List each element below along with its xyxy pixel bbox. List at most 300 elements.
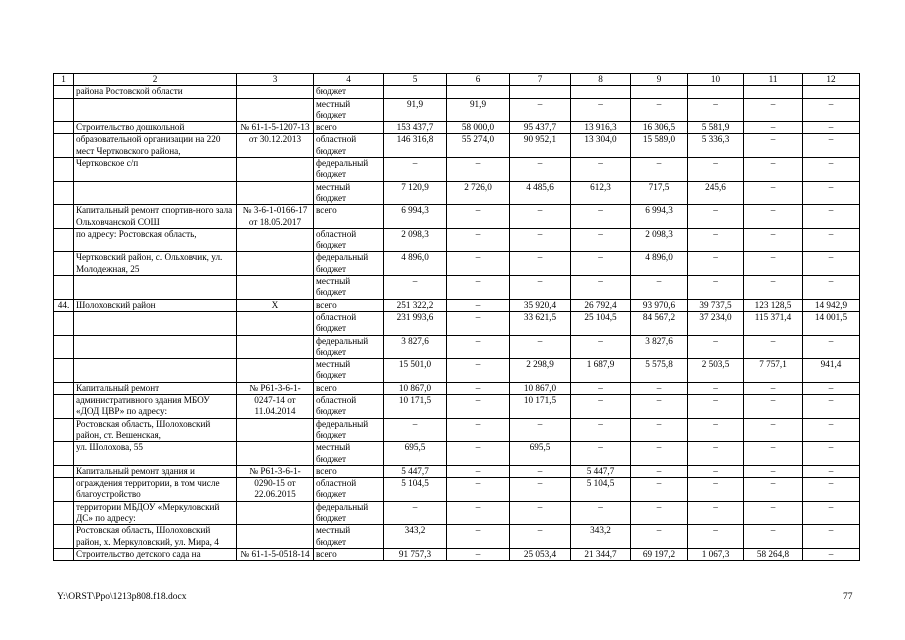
object-name bbox=[74, 311, 237, 335]
column-number: 10 bbox=[688, 74, 744, 86]
budget-type: областной бюджет bbox=[314, 228, 384, 252]
value-cell: – bbox=[384, 501, 447, 525]
value-cell: 7 757,1 bbox=[744, 359, 803, 383]
value-cell: – bbox=[688, 98, 744, 122]
row-number bbox=[54, 311, 74, 335]
value-cell: 10 171,5 bbox=[384, 395, 447, 419]
value-cell: – bbox=[571, 276, 631, 300]
column-number: 6 bbox=[447, 74, 510, 86]
value-cell: 26 792,4 bbox=[571, 299, 631, 311]
value-cell: 35 920,4 bbox=[510, 299, 571, 311]
row-number bbox=[54, 442, 74, 466]
table-row bbox=[54, 158, 860, 182]
value-cell: – bbox=[571, 98, 631, 122]
document-number: № 3-6-1-0166-17 от 18.05.2017 bbox=[237, 205, 314, 229]
value-cell: – bbox=[447, 158, 510, 182]
value-cell: 115 371,4 bbox=[744, 311, 803, 335]
value-cell: – bbox=[510, 98, 571, 122]
value-cell: 91 757,3 bbox=[384, 548, 447, 560]
value-cell: 5 575,8 bbox=[631, 359, 688, 383]
value-cell: – bbox=[384, 276, 447, 300]
value-cell: – bbox=[803, 442, 860, 466]
value-cell: – bbox=[631, 158, 688, 182]
value-cell: – bbox=[688, 276, 744, 300]
value-cell: – bbox=[447, 335, 510, 359]
value-cell: – bbox=[803, 548, 860, 560]
value-cell: 84 567,2 bbox=[631, 311, 688, 335]
budget-type: федеральный бюджет bbox=[314, 158, 384, 182]
value-cell: 2 726,0 bbox=[447, 181, 510, 205]
value-cell bbox=[688, 86, 744, 98]
value-cell: – bbox=[631, 525, 688, 549]
document-number bbox=[237, 276, 314, 300]
value-cell: – bbox=[384, 158, 447, 182]
object-name bbox=[74, 98, 237, 122]
value-cell: – bbox=[803, 252, 860, 276]
table-row bbox=[54, 299, 860, 311]
value-cell: 21 344,7 bbox=[571, 548, 631, 560]
value-cell: – bbox=[688, 228, 744, 252]
value-cell: – bbox=[744, 478, 803, 502]
document-number bbox=[237, 501, 314, 525]
column-number: 7 bbox=[510, 74, 571, 86]
row-number bbox=[54, 122, 74, 134]
value-cell: – bbox=[510, 478, 571, 502]
value-cell: 5 104,5 bbox=[571, 478, 631, 502]
value-cell: 343,2 bbox=[384, 525, 447, 549]
value-cell: – bbox=[631, 382, 688, 394]
value-cell: 251 322,2 bbox=[384, 299, 447, 311]
value-cell: – bbox=[688, 158, 744, 182]
column-number: 3 bbox=[237, 74, 314, 86]
value-cell: – bbox=[571, 228, 631, 252]
value-cell: 58 000,0 bbox=[447, 122, 510, 134]
value-cell: – bbox=[447, 359, 510, 383]
table-row bbox=[54, 276, 860, 300]
value-cell: – bbox=[571, 205, 631, 229]
value-cell: – bbox=[744, 228, 803, 252]
value-cell: – bbox=[688, 525, 744, 549]
value-cell: 695,5 bbox=[384, 442, 447, 466]
document-number bbox=[237, 311, 314, 335]
budget-type: местный бюджет bbox=[314, 359, 384, 383]
value-cell: – bbox=[384, 418, 447, 442]
document-number: № 61-1-5-0518-14 bbox=[237, 548, 314, 560]
value-cell: 25 104,5 bbox=[571, 311, 631, 335]
value-cell: 245,6 bbox=[688, 181, 744, 205]
value-cell: – bbox=[510, 252, 571, 276]
table-row bbox=[54, 205, 860, 229]
budget-type: бюджет bbox=[314, 86, 384, 98]
footer-file-path: Y:\ORST\Ppo\1213p808.f18.docx bbox=[57, 592, 187, 602]
value-cell: – bbox=[688, 442, 744, 466]
table-row bbox=[54, 134, 860, 158]
object-name bbox=[74, 276, 237, 300]
value-cell: 146 316,8 bbox=[384, 134, 447, 158]
document-number: № Р61-3-6-1- bbox=[237, 465, 314, 477]
value-cell: – bbox=[631, 395, 688, 419]
value-cell: – bbox=[510, 525, 571, 549]
object-name: ограждения территории, в том числе благоустройство bbox=[74, 478, 237, 502]
value-cell: 5 447,7 bbox=[571, 465, 631, 477]
value-cell: – bbox=[688, 335, 744, 359]
object-name: образовательной организации на 220 мест Чертковского района, bbox=[74, 134, 237, 158]
column-number: 5 bbox=[384, 74, 447, 86]
object-name: Капитальный ремонт спортив-ного зала Ольховчанской СОШ bbox=[74, 205, 237, 229]
table-row bbox=[54, 465, 860, 477]
value-cell: 13 304,0 bbox=[571, 134, 631, 158]
value-cell: – bbox=[803, 205, 860, 229]
document-number bbox=[237, 228, 314, 252]
value-cell: – bbox=[688, 478, 744, 502]
value-cell: – bbox=[803, 335, 860, 359]
value-cell: – bbox=[571, 335, 631, 359]
value-cell: – bbox=[631, 465, 688, 477]
table-row bbox=[54, 86, 860, 98]
value-cell: – bbox=[803, 525, 860, 549]
value-cell: – bbox=[571, 158, 631, 182]
value-cell: – bbox=[803, 382, 860, 394]
value-cell: – bbox=[510, 501, 571, 525]
value-cell: – bbox=[803, 465, 860, 477]
value-cell: 4 485,6 bbox=[510, 181, 571, 205]
value-cell: 6 994,3 bbox=[384, 205, 447, 229]
document-number bbox=[237, 418, 314, 442]
value-cell: 15 589,0 bbox=[631, 134, 688, 158]
budget-type: местный бюджет bbox=[314, 181, 384, 205]
value-cell: 33 621,5 bbox=[510, 311, 571, 335]
document-number bbox=[237, 158, 314, 182]
object-name: Чертковский район, с. Ольховчик, ул. Молодежная, 25 bbox=[74, 252, 237, 276]
value-cell: – bbox=[510, 465, 571, 477]
object-name: Строительство дошкольной bbox=[74, 122, 237, 134]
column-number: 4 bbox=[314, 74, 384, 86]
table-row bbox=[54, 525, 860, 549]
value-cell: – bbox=[803, 228, 860, 252]
value-cell: 612,3 bbox=[571, 181, 631, 205]
document-number: от 30.12.2013 bbox=[237, 134, 314, 158]
value-cell: – bbox=[803, 418, 860, 442]
value-cell: 95 437,7 bbox=[510, 122, 571, 134]
value-cell: 941,4 bbox=[803, 359, 860, 383]
value-cell: – bbox=[744, 205, 803, 229]
value-cell: 91,9 bbox=[447, 98, 510, 122]
budget-type: областной бюджет bbox=[314, 134, 384, 158]
value-cell: – bbox=[447, 442, 510, 466]
value-cell: 3 827,6 bbox=[631, 335, 688, 359]
value-cell: – bbox=[688, 205, 744, 229]
budget-type: местный бюджет bbox=[314, 442, 384, 466]
value-cell: 25 053,4 bbox=[510, 548, 571, 560]
document-number bbox=[237, 98, 314, 122]
value-cell: – bbox=[688, 395, 744, 419]
document-number bbox=[237, 525, 314, 549]
table-row bbox=[54, 548, 860, 560]
document-number: Х bbox=[237, 299, 314, 311]
value-cell: – bbox=[803, 134, 860, 158]
column-numbers-row bbox=[54, 74, 860, 86]
value-cell: 695,5 bbox=[510, 442, 571, 466]
value-cell: 123 128,5 bbox=[744, 299, 803, 311]
value-cell: 10 171,5 bbox=[510, 395, 571, 419]
value-cell bbox=[510, 86, 571, 98]
value-cell: – bbox=[447, 299, 510, 311]
value-cell: – bbox=[744, 134, 803, 158]
value-cell: – bbox=[510, 418, 571, 442]
value-cell: 91,9 bbox=[384, 98, 447, 122]
budget-type: областной бюджет bbox=[314, 478, 384, 502]
value-cell: 16 306,5 bbox=[631, 122, 688, 134]
value-cell: 13 916,3 bbox=[571, 122, 631, 134]
value-cell: – bbox=[688, 501, 744, 525]
value-cell: 717,5 bbox=[631, 181, 688, 205]
value-cell: 93 970,6 bbox=[631, 299, 688, 311]
budget-type: всего bbox=[314, 548, 384, 560]
value-cell: 5 336,3 bbox=[688, 134, 744, 158]
table-row bbox=[54, 335, 860, 359]
budget-type: федеральный бюджет bbox=[314, 418, 384, 442]
value-cell: – bbox=[803, 181, 860, 205]
value-cell: – bbox=[571, 252, 631, 276]
value-cell: – bbox=[744, 335, 803, 359]
value-cell: 2 298,9 bbox=[510, 359, 571, 383]
row-number bbox=[54, 158, 74, 182]
object-name: Шолоховский район bbox=[74, 299, 237, 311]
value-cell: – bbox=[571, 418, 631, 442]
document-number bbox=[237, 181, 314, 205]
value-cell: – bbox=[688, 465, 744, 477]
row-number bbox=[54, 525, 74, 549]
value-cell: – bbox=[803, 158, 860, 182]
value-cell: – bbox=[744, 122, 803, 134]
object-name bbox=[74, 359, 237, 383]
value-cell: – bbox=[447, 205, 510, 229]
value-cell: – bbox=[447, 382, 510, 394]
value-cell: – bbox=[803, 395, 860, 419]
value-cell: 7 120,9 bbox=[384, 181, 447, 205]
document-number: № Р61-3-6-1- bbox=[237, 382, 314, 394]
table-row bbox=[54, 359, 860, 383]
table-row bbox=[54, 395, 860, 419]
value-cell: – bbox=[447, 228, 510, 252]
object-name: Ростовская область, Шолоховский район, ст. Вешенская, bbox=[74, 418, 237, 442]
value-cell: 58 264,8 bbox=[744, 548, 803, 560]
value-cell: – bbox=[803, 276, 860, 300]
value-cell: 14 001,5 bbox=[803, 311, 860, 335]
page-number: 77 bbox=[843, 592, 853, 602]
value-cell: – bbox=[447, 311, 510, 335]
row-number bbox=[54, 276, 74, 300]
budget-type: местный бюджет bbox=[314, 98, 384, 122]
value-cell: 4 896,0 bbox=[631, 252, 688, 276]
value-cell: – bbox=[571, 501, 631, 525]
row-number bbox=[54, 228, 74, 252]
budget-type: федеральный бюджет bbox=[314, 252, 384, 276]
object-name: по адресу: Ростовская область, bbox=[74, 228, 237, 252]
value-cell: – bbox=[631, 478, 688, 502]
column-number: 12 bbox=[803, 74, 860, 86]
value-cell: – bbox=[447, 465, 510, 477]
value-cell: – bbox=[447, 252, 510, 276]
object-name: Чертковское с/п bbox=[74, 158, 237, 182]
value-cell: 4 896,0 bbox=[384, 252, 447, 276]
value-cell: 3 827,6 bbox=[384, 335, 447, 359]
value-cell: – bbox=[447, 478, 510, 502]
value-cell bbox=[803, 86, 860, 98]
value-cell: 55 274,0 bbox=[447, 134, 510, 158]
value-cell: – bbox=[803, 98, 860, 122]
value-cell: – bbox=[510, 205, 571, 229]
budget-type: местный бюджет bbox=[314, 525, 384, 549]
document-number: 0247-14 от 11.04.2014 bbox=[237, 395, 314, 419]
table-row bbox=[54, 418, 860, 442]
table-row bbox=[54, 311, 860, 335]
value-cell: – bbox=[744, 98, 803, 122]
value-cell: – bbox=[447, 525, 510, 549]
budget-type: областной бюджет bbox=[314, 311, 384, 335]
table-row bbox=[54, 181, 860, 205]
budget-type: всего bbox=[314, 382, 384, 394]
table-row bbox=[54, 228, 860, 252]
table-row bbox=[54, 98, 860, 122]
value-cell bbox=[571, 86, 631, 98]
row-number bbox=[54, 501, 74, 525]
value-cell: – bbox=[803, 501, 860, 525]
value-cell: 5 581,9 bbox=[688, 122, 744, 134]
value-cell: – bbox=[744, 276, 803, 300]
object-name bbox=[74, 181, 237, 205]
value-cell: – bbox=[631, 98, 688, 122]
value-cell: 5 447,7 bbox=[384, 465, 447, 477]
row-number bbox=[54, 548, 74, 560]
budget-type: всего bbox=[314, 122, 384, 134]
row-number bbox=[54, 252, 74, 276]
value-cell: 37 234,0 bbox=[688, 311, 744, 335]
row-number bbox=[54, 335, 74, 359]
row-number bbox=[54, 205, 74, 229]
object-name: Капитальный ремонт bbox=[74, 382, 237, 394]
column-number: 1 bbox=[54, 74, 74, 86]
value-cell bbox=[744, 86, 803, 98]
value-cell: – bbox=[447, 418, 510, 442]
table-row bbox=[54, 501, 860, 525]
value-cell: – bbox=[744, 525, 803, 549]
value-cell: – bbox=[744, 501, 803, 525]
budget-type: местный бюджет bbox=[314, 276, 384, 300]
object-name: Строительство детского сада на bbox=[74, 548, 237, 560]
row-number bbox=[54, 465, 74, 477]
object-name: ул. Шолохова, 55 bbox=[74, 442, 237, 466]
document-number: 0290-15 от 22.06.2015 bbox=[237, 478, 314, 502]
value-cell bbox=[631, 86, 688, 98]
document-number bbox=[237, 86, 314, 98]
value-cell: – bbox=[447, 276, 510, 300]
value-cell: – bbox=[688, 382, 744, 394]
value-cell: – bbox=[803, 122, 860, 134]
value-cell: 14 942,9 bbox=[803, 299, 860, 311]
value-cell: 343,2 bbox=[571, 525, 631, 549]
value-cell: – bbox=[744, 158, 803, 182]
column-number: 8 bbox=[571, 74, 631, 86]
object-name: Ростовская область, Шолоховский район, х. Меркуловский, ул. Мира, 4 bbox=[74, 525, 237, 549]
budget-type: всего bbox=[314, 205, 384, 229]
value-cell bbox=[384, 86, 447, 98]
budget-type: областной бюджет bbox=[314, 395, 384, 419]
value-cell bbox=[447, 86, 510, 98]
value-cell: 10 867,0 bbox=[384, 382, 447, 394]
value-cell: – bbox=[744, 181, 803, 205]
value-cell: – bbox=[803, 478, 860, 502]
value-cell: – bbox=[510, 228, 571, 252]
table-row bbox=[54, 478, 860, 502]
document-number: № 61-1-5-1207-13 bbox=[237, 122, 314, 134]
row-number bbox=[54, 418, 74, 442]
budget-type: всего bbox=[314, 299, 384, 311]
value-cell: – bbox=[631, 442, 688, 466]
value-cell: – bbox=[688, 252, 744, 276]
row-number bbox=[54, 98, 74, 122]
value-cell: – bbox=[631, 276, 688, 300]
budget-table bbox=[53, 73, 860, 561]
document-number bbox=[237, 335, 314, 359]
column-number: 9 bbox=[631, 74, 688, 86]
document-number bbox=[237, 252, 314, 276]
value-cell: – bbox=[447, 501, 510, 525]
value-cell: – bbox=[744, 418, 803, 442]
value-cell: – bbox=[631, 501, 688, 525]
value-cell: – bbox=[510, 158, 571, 182]
budget-type: федеральный бюджет bbox=[314, 501, 384, 525]
row-number bbox=[54, 181, 74, 205]
document-number bbox=[237, 442, 314, 466]
value-cell: – bbox=[510, 276, 571, 300]
value-cell: – bbox=[744, 382, 803, 394]
value-cell: – bbox=[744, 465, 803, 477]
value-cell: 90 952,1 bbox=[510, 134, 571, 158]
column-number: 2 bbox=[74, 74, 237, 86]
value-cell: – bbox=[510, 335, 571, 359]
value-cell: – bbox=[447, 395, 510, 419]
value-cell: 2 098,3 bbox=[631, 228, 688, 252]
budget-type: федеральный бюджет bbox=[314, 335, 384, 359]
object-name: административного здания МБОУ «ДОД ЦВР» по адресу: bbox=[74, 395, 237, 419]
value-cell: – bbox=[447, 548, 510, 560]
value-cell: – bbox=[688, 418, 744, 442]
column-number: 11 bbox=[744, 74, 803, 86]
budget-type: всего bbox=[314, 465, 384, 477]
object-name: территории МБДОУ «Меркуловский ДС» по адресу: bbox=[74, 501, 237, 525]
value-cell: – bbox=[744, 395, 803, 419]
row-number bbox=[54, 395, 74, 419]
value-cell: 5 104,5 bbox=[384, 478, 447, 502]
value-cell: 2 503,5 bbox=[688, 359, 744, 383]
object-name: района Ростовской области bbox=[74, 86, 237, 98]
value-cell: 1 067,3 bbox=[688, 548, 744, 560]
document-number bbox=[237, 359, 314, 383]
value-cell: 1 687,9 bbox=[571, 359, 631, 383]
row-number: 44. bbox=[54, 299, 74, 311]
value-cell: 2 098,3 bbox=[384, 228, 447, 252]
value-cell: – bbox=[631, 418, 688, 442]
row-number bbox=[54, 359, 74, 383]
table-row bbox=[54, 122, 860, 134]
value-cell: – bbox=[571, 395, 631, 419]
row-number bbox=[54, 86, 74, 98]
value-cell: – bbox=[571, 382, 631, 394]
value-cell: 10 867,0 bbox=[510, 382, 571, 394]
value-cell: 39 737,5 bbox=[688, 299, 744, 311]
value-cell: 69 197,2 bbox=[631, 548, 688, 560]
